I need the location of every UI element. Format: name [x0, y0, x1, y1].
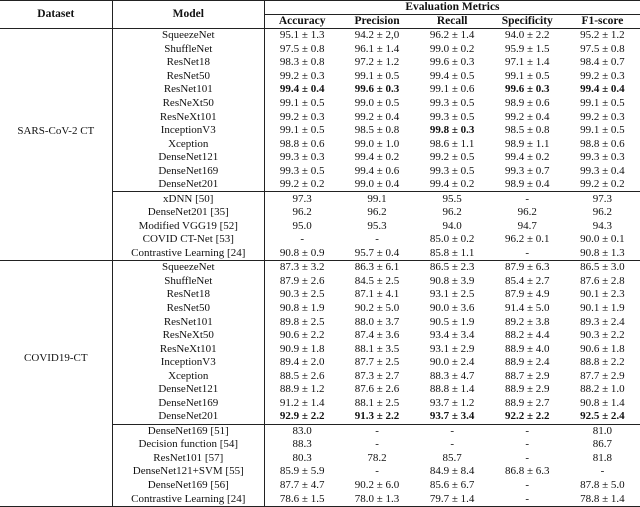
model-name: ResNet101 [112, 315, 264, 329]
metric-value: 78.2 [367, 451, 387, 464]
metric-value: 89.2 ± 3.8 [504, 315, 550, 328]
table-header [0, 1, 640, 29]
metric-value: - [525, 438, 530, 451]
metric-value: 90.8 ± 1.4 [580, 396, 625, 409]
metric-value: 89.8 ± 2.5 [279, 315, 325, 328]
metric-value: 87.3 ± 3.2 [264, 261, 339, 275]
metric-value: 97.2 ± 1.2 [354, 56, 400, 69]
metric-value: - [375, 233, 379, 246]
metric-value: 98.8 ± 0.6 [279, 137, 325, 150]
model-name: Contrastive Learning [24] [112, 492, 264, 506]
metric-value: 88.2 ± 1.0 [580, 383, 625, 396]
metric-value: 90.3 ± 2.5 [279, 288, 325, 301]
metric-value: 90.0 ± 3.6 [429, 302, 475, 315]
metric-value: 99.4 ± 0.4 [580, 83, 625, 96]
metric-value: 97.3 [565, 192, 640, 206]
metric-value: 99.2 ± 0.3 [580, 110, 625, 123]
dataset-cell [0, 29, 112, 261]
metric-value: 81.8 [592, 451, 613, 464]
metric-value: 85.4 ± 2.7 [504, 274, 550, 287]
metric-value: - [375, 438, 379, 451]
metric-value: 79.7 ± 1.4 [429, 492, 475, 505]
metric-value: 85.0 ± 0.2 [429, 233, 475, 246]
model-name: DenseNet121 [112, 151, 264, 165]
metric-value: 94.0 [442, 219, 462, 232]
metric-value: 88.9 ± 4.0 [504, 342, 550, 355]
column-header-specificity: Specificity [490, 15, 565, 29]
metric-value: 81.0 [565, 424, 640, 438]
metric-value: 99.6 ± 0.3 [504, 83, 550, 96]
metric-value: 87.3 ± 2.7 [354, 369, 400, 382]
metric-value: 97.1 ± 1.4 [504, 56, 550, 69]
metric-value: 99.0 ± 0.4 [354, 178, 400, 191]
metric-value: - [600, 465, 605, 478]
table-row [0, 29, 640, 43]
metric-value: 99.1 ± 0.5 [580, 96, 625, 109]
metric-value: 99.0 ± 0.5 [354, 96, 400, 109]
metric-value: 99.1 ± 0.6 [429, 83, 475, 96]
metric-value: 90.2 ± 6.0 [354, 478, 400, 491]
metric-value: 99.4 ± 0.6 [354, 164, 400, 177]
metric-value: 88.8 ± 2.2 [580, 356, 625, 369]
metric-value: 88.5 ± 2.6 [279, 369, 325, 382]
metric-value: 95.5 [415, 192, 490, 206]
model-name: DenseNet169 [112, 396, 264, 410]
metric-value: 99.4 ± 0.2 [504, 151, 550, 164]
metric-value: 96.2 [517, 206, 537, 219]
metric-value: 99.2 ± 0.3 [279, 110, 325, 123]
metric-value: 84.9 ± 8.4 [429, 465, 475, 478]
metric-value: 90.6 ± 1.8 [580, 342, 625, 355]
metric-value: 99.3 ± 0.3 [580, 151, 625, 164]
metric-value: 78.0 ± 1.3 [354, 492, 400, 505]
model-name: ResNeXt101 [112, 342, 264, 356]
metric-value: 98.9 ± 0.6 [504, 96, 550, 109]
metric-value: 99.3 ± 0.5 [429, 96, 475, 109]
metric-value: 88.9 ± 2.7 [504, 396, 550, 409]
model-name: ResNet50 [112, 302, 264, 316]
metric-value: 80.3 [292, 451, 312, 464]
model-name: ResNet18 [112, 56, 264, 70]
metric-value: 99.2 ± 0.2 [580, 178, 625, 191]
metric-value: 86.3 ± 6.1 [339, 261, 414, 275]
column-group-header-evaluation-metrics: Evaluation Metrics [264, 1, 640, 15]
metric-value: 99.4 ± 0.2 [354, 151, 400, 164]
metric-value: - [375, 465, 379, 478]
metric-value: 90.5 ± 1.9 [429, 315, 475, 328]
metric-value: 92.5 ± 2.4 [580, 410, 625, 423]
metric-value: 86.5 ± 3.0 [565, 261, 640, 275]
metric-value: - [415, 424, 490, 438]
metric-value: 96.1 ± 1.4 [354, 42, 400, 55]
metric-value: 98.6 ± 1.1 [429, 137, 475, 150]
model-name: ResNeXt101 [112, 110, 264, 124]
model-name: ResNet101 [112, 83, 264, 97]
metric-value: 93.1 ± 2.9 [429, 342, 475, 355]
metric-value: 85.6 ± 6.7 [429, 478, 475, 491]
metric-value: 98.3 ± 0.8 [279, 56, 325, 69]
metric-value: 88.3 [292, 438, 312, 451]
metric-value: 98.9 ± 0.4 [504, 178, 550, 191]
metric-value: 87.6 ± 2.8 [580, 274, 625, 287]
model-name: DenseNet201 [112, 178, 264, 192]
metric-value: - [525, 451, 530, 464]
metric-value: 86.8 ± 6.3 [504, 465, 550, 478]
model-name: SqueezeNet [112, 29, 264, 43]
metric-value: 92.2 ± 2.2 [504, 410, 550, 423]
metric-value: 99.3 ± 0.5 [429, 164, 475, 177]
metric-value: 96.2 ± 0.1 [504, 233, 550, 246]
metric-value: 99.3 ± 0.7 [504, 164, 550, 177]
metric-value: 95.3 [367, 219, 387, 232]
model-name: DenseNet201 [35] [112, 206, 264, 220]
model-name: DenseNet169 [51] [112, 424, 264, 438]
column-header-accuracy: Accuracy [264, 15, 339, 29]
metric-value: 98.8 ± 0.6 [580, 137, 625, 150]
metric-value: 90.1 ± 1.9 [580, 302, 625, 315]
model-name: COVID CT-Net [53] [112, 233, 264, 247]
metric-value: 89.3 ± 2.4 [580, 315, 625, 328]
metric-value: 87.1 ± 4.1 [354, 288, 400, 301]
metric-value: 78.8 ± 1.4 [580, 492, 625, 505]
metric-value: 94.0 ± 2.2 [504, 29, 550, 42]
metric-value: 87.6 ± 2.6 [354, 383, 400, 396]
metric-value: 99.1 ± 0.5 [580, 124, 625, 137]
metric-value: - [300, 233, 305, 246]
metric-value: - [490, 192, 565, 206]
metric-value: 99.1 ± 0.5 [354, 69, 400, 82]
model-name: DenseNet121 [112, 383, 264, 397]
model-name: InceptionV3 [112, 124, 264, 138]
model-name: DenseNet121+SVM [55] [112, 465, 264, 479]
column-header-f1-score: F1-score [565, 15, 640, 29]
model-name: DenseNet201 [112, 410, 264, 424]
metric-value: 87.7 ± 2.9 [580, 369, 625, 382]
model-name: ResNet18 [112, 288, 264, 302]
metric-value: 99.2 ± 0.4 [504, 110, 550, 123]
metric-value: 93.4 ± 3.4 [429, 329, 475, 342]
metric-value: 99.3 ± 0.5 [429, 110, 475, 123]
metric-value: 88.1 ± 2.5 [354, 396, 400, 409]
metric-value: 90.0 ± 0.1 [580, 233, 625, 246]
metric-value: - [525, 492, 530, 505]
metric-value: 91.3 ± 2.2 [354, 410, 400, 423]
model-name: Contrastive Learning [24] [112, 247, 264, 261]
metric-value: 98.9 ± 1.1 [504, 137, 550, 150]
model-name: Modified VGG19 [52] [112, 219, 264, 233]
metric-value: 87.9 ± 6.3 [490, 261, 565, 275]
metric-value: 99.4 ± 0.2 [429, 178, 475, 191]
metric-value: 98.5 ± 0.8 [504, 124, 550, 137]
metric-value: 88.0 ± 3.7 [354, 315, 400, 328]
model-name: xDNN [50] [112, 192, 264, 206]
metric-value: 99.1 [339, 192, 414, 206]
metric-value: 99.1 ± 0.5 [279, 96, 325, 109]
column-header-recall: Recall [415, 15, 490, 29]
metric-value: 99.3 ± 0.3 [279, 151, 325, 164]
metric-value: 97.5 ± 0.8 [580, 42, 625, 55]
metric-value: 88.8 ± 1.4 [429, 383, 475, 396]
metric-value: 88.9 ± 2.4 [504, 356, 550, 369]
metric-value: 95.7 ± 0.4 [354, 246, 400, 259]
model-name: ShuffleNet [112, 43, 264, 57]
model-name: DenseNet169 [56] [112, 479, 264, 493]
metric-value: 88.9 ± 1.2 [279, 383, 325, 396]
model-name: Xception [112, 137, 264, 151]
metric-value: 99.1 ± 0.5 [504, 69, 550, 82]
model-name: ResNet50 [112, 70, 264, 84]
model-name: ResNeXt50 [112, 97, 264, 111]
metric-value: 99.4 ± 0.4 [279, 83, 325, 96]
metric-value: 99.6 ± 0.3 [354, 83, 400, 96]
metric-value: 88.1 ± 3.5 [354, 342, 400, 355]
metric-value: 98.4 ± 0.7 [580, 56, 625, 69]
metric-value: 94.7 [517, 219, 537, 232]
column-header-dataset: Dataset [0, 1, 112, 29]
metric-value: 90.0 ± 2.4 [429, 356, 475, 369]
metric-value: 84.5 ± 2.5 [354, 274, 400, 287]
metric-value: 88.9 ± 2.9 [504, 383, 550, 396]
model-name: DenseNet169 [112, 164, 264, 178]
metric-value: - [525, 246, 530, 259]
metric-value: 92.9 ± 2.2 [279, 410, 325, 423]
metric-value: 99.1 ± 0.5 [279, 124, 325, 137]
metric-value: 90.8 ± 3.9 [429, 274, 475, 287]
column-header-model: Model [112, 1, 264, 29]
metric-value: 95.0 [292, 219, 312, 232]
metric-value: 86.5 ± 2.3 [415, 261, 490, 275]
column-header-precision: Precision [339, 15, 414, 29]
metric-value: 95.2 ± 1.2 [580, 29, 625, 42]
metric-value: 96.2 [367, 206, 387, 219]
metric-value: 91.4 ± 5.0 [504, 302, 550, 315]
metric-value: 85.7 [442, 451, 462, 464]
metric-value: 89.4 ± 2.0 [279, 356, 325, 369]
model-name: ResNet101 [57] [112, 452, 264, 466]
metric-value: - [490, 424, 565, 438]
metric-value: 87.9 ± 4.9 [504, 288, 550, 301]
metric-value: 95.9 ± 1.5 [504, 42, 550, 55]
metric-value: 99.3 ± 0.4 [580, 164, 625, 177]
metric-value: 87.7 ± 2.5 [354, 356, 400, 369]
metric-value: 90.6 ± 2.2 [279, 329, 325, 342]
model-name: ShuffleNet [112, 275, 264, 289]
metric-value: 99.3 ± 0.5 [279, 164, 325, 177]
metric-value: 97.5 ± 0.8 [279, 42, 325, 55]
model-name: InceptionV3 [112, 356, 264, 370]
metric-value: 90.1 ± 2.3 [580, 288, 625, 301]
metric-value: 87.7 ± 4.7 [279, 478, 325, 491]
metric-value: 99.2 ± 0.5 [429, 151, 475, 164]
metric-value: 99.6 ± 0.3 [429, 56, 475, 69]
metric-value: 99.2 ± 0.2 [279, 178, 325, 191]
metric-value: 90.3 ± 2.2 [580, 329, 625, 342]
metric-value: 99.0 ± 0.2 [429, 42, 475, 55]
metric-value: 96.2 [292, 206, 312, 219]
metric-value: 88.3 ± 4.7 [429, 369, 475, 382]
dataset-label: COVID19-CT [24, 352, 88, 365]
metric-value: 88.2 ± 4.4 [504, 329, 550, 342]
metric-value: 99.4 ± 0.5 [429, 69, 475, 82]
metric-value: 93.7 ± 1.2 [429, 396, 475, 409]
metric-value: 93.7 ± 3.4 [429, 410, 475, 423]
metric-value: 91.2 ± 1.4 [279, 396, 325, 409]
metric-value: 83.0 [264, 424, 339, 438]
metric-value: 98.5 ± 0.8 [354, 124, 400, 137]
metric-value: 99.0 ± 1.0 [354, 137, 400, 150]
metric-value: 94.3 [592, 219, 613, 232]
metric-value: 87.9 ± 2.6 [279, 274, 325, 287]
metric-value: - [339, 424, 414, 438]
metric-value: 90.8 ± 1.3 [580, 246, 625, 259]
model-name: Decision function [54] [112, 438, 264, 452]
table-row [0, 261, 640, 275]
metric-value: 90.2 ± 5.0 [354, 302, 400, 315]
metric-value: 88.7 ± 2.9 [504, 369, 550, 382]
metric-value: 85.9 ± 5.9 [279, 465, 325, 478]
metric-value: 97.3 [264, 192, 339, 206]
metric-value: 86.7 [592, 438, 613, 451]
model-name: Xception [112, 369, 264, 383]
dataset-label: SARS-CoV-2 CT [17, 125, 95, 138]
metric-value: 99.2 ± 0.3 [279, 69, 325, 82]
metric-value: 78.6 ± 1.5 [279, 492, 325, 505]
metric-value: 90.8 ± 0.9 [279, 246, 325, 259]
dataset-cell [0, 261, 112, 507]
metric-value: 96.2 ± 1.4 [429, 29, 475, 42]
metric-value: 90.9 ± 1.8 [279, 342, 325, 355]
metric-value: 87.8 ± 5.0 [580, 478, 625, 491]
metric-value: 87.4 ± 3.6 [354, 329, 400, 342]
metric-value: 96.2 [592, 206, 613, 219]
metric-value: 99.2 ± 0.4 [354, 110, 400, 123]
model-name: SqueezeNet [112, 261, 264, 275]
metric-value: 85.8 ± 1.1 [429, 246, 475, 259]
metric-value: 99.2 ± 0.3 [580, 69, 625, 82]
metric-value: 93.1 ± 2.5 [429, 288, 475, 301]
metric-value: 95.1 ± 1.3 [279, 29, 325, 42]
metric-value: 99.8 ± 0.3 [429, 124, 475, 137]
header-row-top [0, 1, 640, 15]
table-body [0, 29, 640, 507]
metric-value: - [450, 438, 454, 451]
model-name: ResNeXt50 [112, 329, 264, 343]
metric-value: 96.2 [442, 206, 462, 219]
metric-value: 94.2 ± 2,0 [354, 29, 400, 42]
metric-value: - [525, 478, 530, 491]
metric-value: 90.8 ± 1.9 [279, 302, 325, 315]
